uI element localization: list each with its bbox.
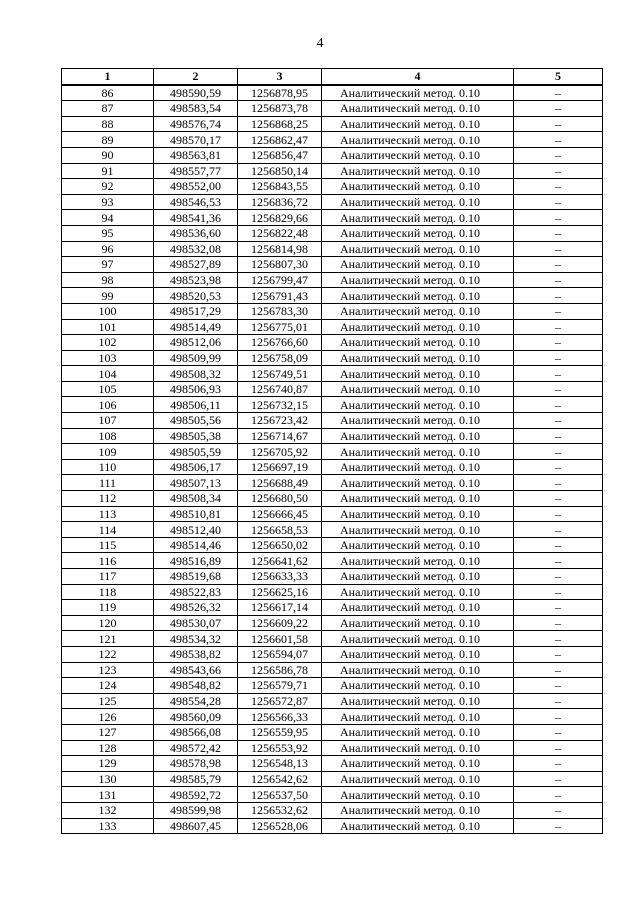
y-coordinate-cell: 1256542,62 — [238, 771, 322, 787]
note-cell: – — [514, 600, 603, 616]
table-row — [62, 147, 603, 163]
point-number-cell: 96 — [62, 241, 154, 257]
table-row — [62, 584, 603, 600]
table-header-row — [62, 69, 603, 85]
x-coordinate-cell: 498585,79 — [154, 771, 238, 787]
method-cell: Аналитический метод. 0.10 — [322, 678, 514, 694]
table-row — [62, 179, 603, 195]
point-number-cell: 93 — [62, 194, 154, 210]
note-cell: – — [514, 506, 603, 522]
x-coordinate-cell: 498566,08 — [154, 724, 238, 740]
method-cell: Аналитический метод. 0.10 — [322, 709, 514, 725]
note-cell: – — [514, 147, 603, 163]
table-row — [62, 163, 603, 179]
y-coordinate-cell: 1256758,09 — [238, 350, 322, 366]
note-cell: – — [514, 366, 603, 382]
method-cell: Аналитический метод. 0.10 — [322, 241, 514, 257]
method-cell: Аналитический метод. 0.10 — [322, 600, 514, 616]
method-cell: Аналитический метод. 0.10 — [322, 584, 514, 600]
x-coordinate-cell: 498505,56 — [154, 413, 238, 429]
method-cell: Аналитический метод. 0.10 — [322, 724, 514, 740]
table-row — [62, 366, 603, 382]
x-coordinate-cell: 498543,66 — [154, 662, 238, 678]
table-row — [62, 288, 603, 304]
table-row — [62, 194, 603, 210]
point-number-cell: 97 — [62, 257, 154, 273]
note-cell: – — [514, 522, 603, 538]
method-cell: Аналитический метод. 0.10 — [322, 646, 514, 662]
x-coordinate-cell: 498534,32 — [154, 631, 238, 647]
y-coordinate-cell: 1256641,62 — [238, 553, 322, 569]
point-number-cell: 123 — [62, 662, 154, 678]
note-cell: – — [514, 569, 603, 585]
y-coordinate-cell: 1256688,49 — [238, 475, 322, 491]
point-number-cell: 92 — [62, 179, 154, 195]
table-row — [62, 225, 603, 241]
point-number-cell: 91 — [62, 163, 154, 179]
point-number-cell: 98 — [62, 272, 154, 288]
x-coordinate-cell: 498512,40 — [154, 522, 238, 538]
method-cell: Аналитический метод. 0.10 — [322, 662, 514, 678]
method-cell: Аналитический метод. 0.10 — [322, 787, 514, 803]
note-cell: – — [514, 818, 603, 834]
y-coordinate-cell: 1256799,47 — [238, 272, 322, 288]
column-header-1: 1 — [62, 69, 154, 85]
note-cell: – — [514, 459, 603, 475]
y-coordinate-cell: 1256633,33 — [238, 569, 322, 585]
table-row — [62, 428, 603, 444]
table-row — [62, 818, 603, 834]
note-cell: – — [514, 319, 603, 335]
x-coordinate-cell: 498576,74 — [154, 116, 238, 132]
point-number-cell: 110 — [62, 459, 154, 475]
y-coordinate-cell: 1256559,95 — [238, 724, 322, 740]
x-coordinate-cell: 498508,32 — [154, 366, 238, 382]
y-coordinate-cell: 1256732,15 — [238, 397, 322, 413]
x-coordinate-cell: 498530,07 — [154, 615, 238, 631]
table-row — [62, 350, 603, 366]
note-cell: – — [514, 397, 603, 413]
note-cell: – — [514, 335, 603, 351]
point-number-cell: 103 — [62, 350, 154, 366]
method-cell: Аналитический метод. 0.10 — [322, 350, 514, 366]
column-header-5: 5 — [514, 69, 603, 85]
page-number: 4 — [316, 36, 324, 51]
method-cell: Аналитический метод. 0.10 — [322, 802, 514, 818]
point-number-cell: 94 — [62, 210, 154, 226]
note-cell: – — [514, 303, 603, 319]
y-coordinate-cell: 1256850,14 — [238, 163, 322, 179]
y-coordinate-cell: 1256829,66 — [238, 210, 322, 226]
method-cell: Аналитический метод. 0.10 — [322, 257, 514, 273]
note-cell: – — [514, 413, 603, 429]
x-coordinate-cell: 498541,36 — [154, 210, 238, 226]
point-number-cell: 99 — [62, 288, 154, 304]
x-coordinate-cell: 498505,38 — [154, 428, 238, 444]
method-cell: Аналитический метод. 0.10 — [322, 428, 514, 444]
table-row — [62, 475, 603, 491]
table-row — [62, 631, 603, 647]
point-number-cell: 86 — [62, 85, 154, 101]
x-coordinate-cell: 498570,17 — [154, 132, 238, 148]
x-coordinate-cell: 498560,09 — [154, 709, 238, 725]
point-number-cell: 133 — [62, 818, 154, 834]
x-coordinate-cell: 498517,29 — [154, 303, 238, 319]
table-row — [62, 116, 603, 132]
table-row — [62, 272, 603, 288]
note-cell: – — [514, 475, 603, 491]
note-cell: – — [514, 693, 603, 709]
table-row — [62, 537, 603, 553]
table-row — [62, 615, 603, 631]
x-coordinate-cell: 498578,98 — [154, 756, 238, 772]
y-coordinate-cell: 1256532,62 — [238, 802, 322, 818]
y-coordinate-cell: 1256862,47 — [238, 132, 322, 148]
point-number-cell: 107 — [62, 413, 154, 429]
point-number-cell: 106 — [62, 397, 154, 413]
table-row — [62, 210, 603, 226]
point-number-cell: 90 — [62, 147, 154, 163]
note-cell: – — [514, 179, 603, 195]
note-cell: – — [514, 132, 603, 148]
x-coordinate-cell: 498514,46 — [154, 537, 238, 553]
x-coordinate-cell: 498512,06 — [154, 335, 238, 351]
note-cell: – — [514, 646, 603, 662]
table-row — [62, 241, 603, 257]
y-coordinate-cell: 1256783,30 — [238, 303, 322, 319]
y-coordinate-cell: 1256528,06 — [238, 818, 322, 834]
x-coordinate-cell: 498523,98 — [154, 272, 238, 288]
table-row — [62, 662, 603, 678]
y-coordinate-cell: 1256625,16 — [238, 584, 322, 600]
x-coordinate-cell: 498583,54 — [154, 101, 238, 117]
method-cell: Аналитический метод. 0.10 — [322, 537, 514, 553]
table-row — [62, 459, 603, 475]
x-coordinate-cell: 498505,59 — [154, 444, 238, 460]
y-coordinate-cell: 1256609,22 — [238, 615, 322, 631]
x-coordinate-cell: 498557,77 — [154, 163, 238, 179]
y-coordinate-cell: 1256705,92 — [238, 444, 322, 460]
point-number-cell: 89 — [62, 132, 154, 148]
table-row — [62, 569, 603, 585]
y-coordinate-cell: 1256791,43 — [238, 288, 322, 304]
table-row — [62, 85, 603, 101]
y-coordinate-cell: 1256868,25 — [238, 116, 322, 132]
y-coordinate-cell: 1256766,60 — [238, 335, 322, 351]
method-cell: Аналитический метод. 0.10 — [322, 85, 514, 101]
method-cell: Аналитический метод. 0.10 — [322, 288, 514, 304]
table-row — [62, 693, 603, 709]
table-row — [62, 709, 603, 725]
x-coordinate-cell: 498607,45 — [154, 818, 238, 834]
point-number-cell: 119 — [62, 600, 154, 616]
x-coordinate-cell: 498522,83 — [154, 584, 238, 600]
note-cell: – — [514, 771, 603, 787]
table-row — [62, 600, 603, 616]
note-cell: – — [514, 584, 603, 600]
y-coordinate-cell: 1256856,47 — [238, 147, 322, 163]
note-cell: – — [514, 537, 603, 553]
point-number-cell: 122 — [62, 646, 154, 662]
point-number-cell: 128 — [62, 740, 154, 756]
x-coordinate-cell: 498590,59 — [154, 85, 238, 101]
method-cell: Аналитический метод. 0.10 — [322, 116, 514, 132]
method-cell: Аналитический метод. 0.10 — [322, 818, 514, 834]
note-cell: – — [514, 288, 603, 304]
table-row — [62, 678, 603, 694]
point-number-cell: 108 — [62, 428, 154, 444]
point-number-cell: 131 — [62, 787, 154, 803]
note-cell: – — [514, 225, 603, 241]
table-row — [62, 319, 603, 335]
note-cell: – — [514, 553, 603, 569]
method-cell: Аналитический метод. 0.10 — [322, 179, 514, 195]
point-number-cell: 101 — [62, 319, 154, 335]
method-cell: Аналитический метод. 0.10 — [322, 225, 514, 241]
y-coordinate-cell: 1256658,53 — [238, 522, 322, 538]
method-cell: Аналитический метод. 0.10 — [322, 506, 514, 522]
x-coordinate-cell: 498510,81 — [154, 506, 238, 522]
note-cell: – — [514, 194, 603, 210]
table-row — [62, 756, 603, 772]
point-number-cell: 130 — [62, 771, 154, 787]
method-cell: Аналитический метод. 0.10 — [322, 366, 514, 382]
note-cell: – — [514, 257, 603, 273]
x-coordinate-cell: 498554,28 — [154, 693, 238, 709]
y-coordinate-cell: 1256617,14 — [238, 600, 322, 616]
x-coordinate-cell: 498538,82 — [154, 646, 238, 662]
method-cell: Аналитический метод. 0.10 — [322, 413, 514, 429]
note-cell: – — [514, 241, 603, 257]
x-coordinate-cell: 498526,32 — [154, 600, 238, 616]
note-cell: – — [514, 740, 603, 756]
y-coordinate-cell: 1256749,51 — [238, 366, 322, 382]
method-cell: Аналитический метод. 0.10 — [322, 631, 514, 647]
x-coordinate-cell: 498520,53 — [154, 288, 238, 304]
coordinates-table — [61, 68, 603, 834]
method-cell: Аналитический метод. 0.10 — [322, 101, 514, 117]
point-number-cell: 115 — [62, 537, 154, 553]
note-cell: – — [514, 272, 603, 288]
method-cell: Аналитический метод. 0.10 — [322, 147, 514, 163]
method-cell: Аналитический метод. 0.10 — [322, 272, 514, 288]
y-coordinate-cell: 1256807,30 — [238, 257, 322, 273]
note-cell: – — [514, 163, 603, 179]
y-coordinate-cell: 1256814,98 — [238, 241, 322, 257]
note-cell: – — [514, 101, 603, 117]
y-coordinate-cell: 1256878,95 — [238, 85, 322, 101]
method-cell: Аналитический метод. 0.10 — [322, 771, 514, 787]
x-coordinate-cell: 498536,60 — [154, 225, 238, 241]
table-row — [62, 397, 603, 413]
x-coordinate-cell: 498519,68 — [154, 569, 238, 585]
x-coordinate-cell: 498563,81 — [154, 147, 238, 163]
y-coordinate-cell: 1256601,58 — [238, 631, 322, 647]
table-body — [62, 85, 603, 834]
method-cell: Аналитический метод. 0.10 — [322, 210, 514, 226]
point-number-cell: 116 — [62, 553, 154, 569]
note-cell: – — [514, 428, 603, 444]
method-cell: Аналитический метод. 0.10 — [322, 740, 514, 756]
point-number-cell: 95 — [62, 225, 154, 241]
method-cell: Аналитический метод. 0.10 — [322, 397, 514, 413]
point-number-cell: 88 — [62, 116, 154, 132]
table-row — [62, 413, 603, 429]
note-cell: – — [514, 631, 603, 647]
method-cell: Аналитический метод. 0.10 — [322, 194, 514, 210]
x-coordinate-cell: 498508,34 — [154, 491, 238, 507]
x-coordinate-cell: 498514,49 — [154, 319, 238, 335]
point-number-cell: 129 — [62, 756, 154, 772]
table-row — [62, 381, 603, 397]
y-coordinate-cell: 1256714,67 — [238, 428, 322, 444]
note-cell: – — [514, 85, 603, 101]
y-coordinate-cell: 1256666,45 — [238, 506, 322, 522]
method-cell: Аналитический метод. 0.10 — [322, 553, 514, 569]
y-coordinate-cell: 1256843,55 — [238, 179, 322, 195]
note-cell: – — [514, 756, 603, 772]
point-number-cell: 111 — [62, 475, 154, 491]
table-row — [62, 303, 603, 319]
method-cell: Аналитический метод. 0.10 — [322, 756, 514, 772]
method-cell: Аналитический метод. 0.10 — [322, 459, 514, 475]
y-coordinate-cell: 1256740,87 — [238, 381, 322, 397]
point-number-cell: 118 — [62, 584, 154, 600]
table-row — [62, 491, 603, 507]
y-coordinate-cell: 1256586,78 — [238, 662, 322, 678]
x-coordinate-cell: 498506,17 — [154, 459, 238, 475]
point-number-cell: 112 — [62, 491, 154, 507]
method-cell: Аналитический метод. 0.10 — [322, 475, 514, 491]
note-cell: – — [514, 662, 603, 678]
method-cell: Аналитический метод. 0.10 — [322, 444, 514, 460]
y-coordinate-cell: 1256579,71 — [238, 678, 322, 694]
x-coordinate-cell: 498507,13 — [154, 475, 238, 491]
method-cell: Аналитический метод. 0.10 — [322, 522, 514, 538]
note-cell: – — [514, 381, 603, 397]
point-number-cell: 104 — [62, 366, 154, 382]
x-coordinate-cell: 498552,00 — [154, 179, 238, 195]
method-cell: Аналитический метод. 0.10 — [322, 569, 514, 585]
point-number-cell: 126 — [62, 709, 154, 725]
note-cell: – — [514, 116, 603, 132]
x-coordinate-cell: 498532,08 — [154, 241, 238, 257]
x-coordinate-cell: 498572,42 — [154, 740, 238, 756]
table-row — [62, 553, 603, 569]
y-coordinate-cell: 1256594,07 — [238, 646, 322, 662]
point-number-cell: 124 — [62, 678, 154, 694]
y-coordinate-cell: 1256650,02 — [238, 537, 322, 553]
y-coordinate-cell: 1256723,42 — [238, 413, 322, 429]
x-coordinate-cell: 498509,99 — [154, 350, 238, 366]
x-coordinate-cell: 498506,11 — [154, 397, 238, 413]
method-cell: Аналитический метод. 0.10 — [322, 381, 514, 397]
y-coordinate-cell: 1256697,19 — [238, 459, 322, 475]
column-header-4: 4 — [322, 69, 514, 85]
table-row — [62, 335, 603, 351]
table-row — [62, 444, 603, 460]
table-row — [62, 802, 603, 818]
table-row — [62, 771, 603, 787]
table-row — [62, 257, 603, 273]
y-coordinate-cell: 1256873,78 — [238, 101, 322, 117]
note-cell: – — [514, 210, 603, 226]
method-cell: Аналитический метод. 0.10 — [322, 163, 514, 179]
point-number-cell: 125 — [62, 693, 154, 709]
point-number-cell: 105 — [62, 381, 154, 397]
point-number-cell: 117 — [62, 569, 154, 585]
method-cell: Аналитический метод. 0.10 — [322, 319, 514, 335]
x-coordinate-cell: 498516,89 — [154, 553, 238, 569]
x-coordinate-cell: 498599,98 — [154, 802, 238, 818]
column-header-2: 2 — [154, 69, 238, 85]
note-cell: – — [514, 802, 603, 818]
point-number-cell: 114 — [62, 522, 154, 538]
table-row — [62, 101, 603, 117]
y-coordinate-cell: 1256553,92 — [238, 740, 322, 756]
x-coordinate-cell: 498548,82 — [154, 678, 238, 694]
table-row — [62, 740, 603, 756]
method-cell: Аналитический метод. 0.10 — [322, 693, 514, 709]
method-cell: Аналитический метод. 0.10 — [322, 132, 514, 148]
note-cell: – — [514, 709, 603, 725]
note-cell: – — [514, 491, 603, 507]
method-cell: Аналитический метод. 0.10 — [322, 615, 514, 631]
table-row — [62, 506, 603, 522]
note-cell: – — [514, 444, 603, 460]
point-number-cell: 100 — [62, 303, 154, 319]
method-cell: Аналитический метод. 0.10 — [322, 335, 514, 351]
table-row — [62, 522, 603, 538]
note-cell: – — [514, 787, 603, 803]
column-header-3: 3 — [238, 69, 322, 85]
y-coordinate-cell: 1256836,72 — [238, 194, 322, 210]
table-row — [62, 787, 603, 803]
method-cell: Аналитический метод. 0.10 — [322, 303, 514, 319]
method-cell: Аналитический метод. 0.10 — [322, 491, 514, 507]
note-cell: – — [514, 724, 603, 740]
y-coordinate-cell: 1256775,01 — [238, 319, 322, 335]
y-coordinate-cell: 1256680,50 — [238, 491, 322, 507]
point-number-cell: 120 — [62, 615, 154, 631]
point-number-cell: 87 — [62, 101, 154, 117]
x-coordinate-cell: 498546,53 — [154, 194, 238, 210]
point-number-cell: 109 — [62, 444, 154, 460]
x-coordinate-cell: 498527,89 — [154, 257, 238, 273]
table-row — [62, 132, 603, 148]
table-row — [62, 724, 603, 740]
note-cell: – — [514, 350, 603, 366]
y-coordinate-cell: 1256566,33 — [238, 709, 322, 725]
y-coordinate-cell: 1256572,87 — [238, 693, 322, 709]
point-number-cell: 127 — [62, 724, 154, 740]
note-cell: – — [514, 678, 603, 694]
point-number-cell: 132 — [62, 802, 154, 818]
point-number-cell: 102 — [62, 335, 154, 351]
point-number-cell: 113 — [62, 506, 154, 522]
y-coordinate-cell: 1256537,50 — [238, 787, 322, 803]
x-coordinate-cell: 498506,93 — [154, 381, 238, 397]
note-cell: – — [514, 615, 603, 631]
x-coordinate-cell: 498592,72 — [154, 787, 238, 803]
y-coordinate-cell: 1256822,48 — [238, 225, 322, 241]
y-coordinate-cell: 1256548,13 — [238, 756, 322, 772]
point-number-cell: 121 — [62, 631, 154, 647]
table-row — [62, 646, 603, 662]
